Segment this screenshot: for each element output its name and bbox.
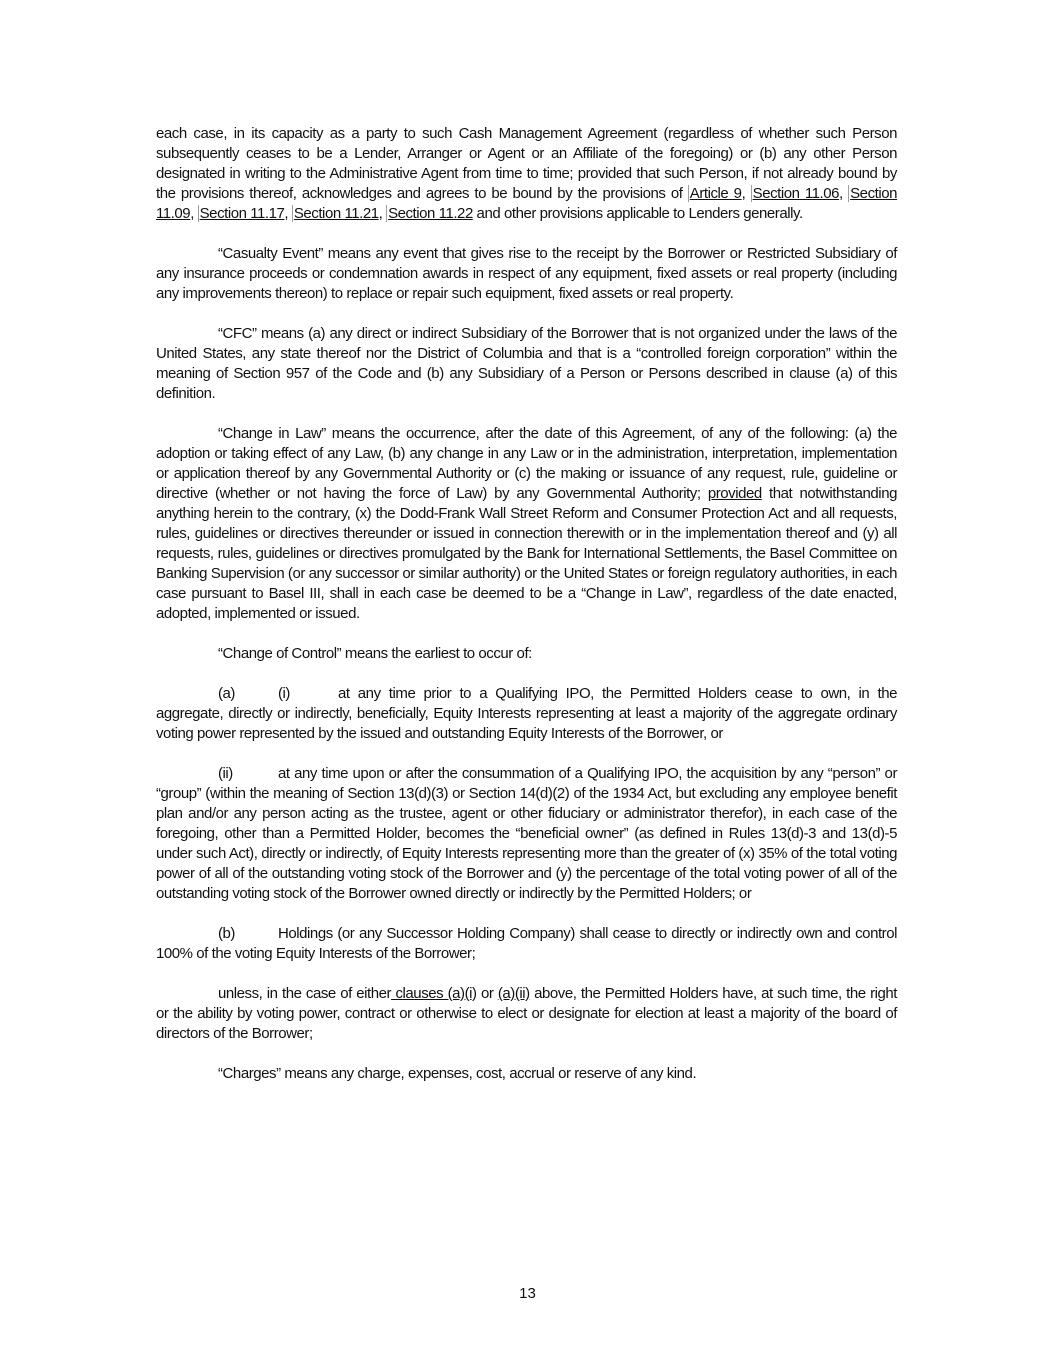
paragraph-cash-management-continuation: each case, in its capacity as a party to such Cash Management Agreement (regardless of whether such Person subsequently ceases to be a Lender, Arranger or Agent or an Affiliate of the foregoing) or (b) any other Person designated in writing to the Administrative Agent from time to time; provided that such Person, if not already bound by the provisions thereof, acknowledges and agrees to be bound by the provisions of Article 9, Section 11.06, Section 11.09, Section 11.17, Section 11.21, Section 11.22 and other provisions applicable to Lenders generally. — [156, 125, 898, 222]
clause-text-b: Holdings (or any Successor Holding Company) shall cease to directly or indirectly own and control 100% of the voting Equity Interests of the Borrower; — [156, 925, 897, 962]
clauses-a-i-link[interactable]: clauses (a)(i) — [391, 985, 477, 1002]
definition-cfc: “CFC” means (a) any direct or indirect Subsidiary of the Borrower that is not organized under the laws of the United States, any state thereof nor the District of Columbia and that is a “controlled foreign corporation” within the meaning of Section 957 of the Code and (b) any Subsidiary of a Person or Persons described in clause (a) of this definition. — [156, 325, 897, 402]
definition-charges: “Charges” means any charge, expenses, cost, accrual or reserve of any kind. — [218, 1065, 697, 1082]
provided-term: provided — [707, 485, 762, 502]
unless-proviso: unless, in the case of either clauses (a)(i) or (a)(ii) above, the Permitted Holders have, at such time, the right or the ability by voting power, contract or otherwise to elect or designate for election at least a majority of the board of directors of the Borrower; — [156, 985, 897, 1042]
section-11-06-link[interactable]: Section 11.06 — [752, 185, 840, 202]
clause-label-i: (i) — [278, 685, 290, 702]
clause-a-ii — [156, 764, 897, 904]
page-number: 13 — [519, 1285, 536, 1302]
clause-label-a: (a) — [218, 685, 235, 702]
section-11-21-link[interactable]: Section 11.21 — [293, 205, 379, 222]
clause-label-ii: (ii) — [218, 765, 233, 782]
defined-term-casualty-event: Casualty Event — [222, 245, 319, 262]
definition-casualty-event: “Casualty Event” means any event that gives rise to the receipt by the Borrower or Restricted Subsidiary of any insurance proceeds or condemnation awards in respect of any equipment, fixed assets or real property (including any improvements thereon) to replace or repair such equipment, fixed assets or real property. — [156, 245, 897, 302]
definition-change-of-control: “Change of Control” means the earliest to occur of: — [218, 645, 532, 662]
clause-label-b: (b) — [218, 925, 235, 942]
provided-term: provided — [577, 165, 632, 182]
defined-term-charges: Charges — [222, 1065, 277, 1082]
section-11-09-link[interactable]: Section 11.09 — [156, 185, 898, 222]
section-11-17-link[interactable]: Section 11.17 — [199, 205, 285, 222]
section-11-22-link[interactable]: Section 11.22 — [388, 205, 473, 222]
clause-b — [156, 924, 897, 964]
clause-text-a-ii: at any time upon or after the consummation of a Qualifying IPO, the acquisition by any “person” or “group” (within the meaning of Section 13(d)(3) or Section 14(d)(2) of the 1934 Act, but excluding any employee benefit plan and/or any person acting as the trustee, agent or other fiduciary or administrator therefor), in each case of the foregoing, other than a Permitted Holder, becomes the “beneficial owner” (as defined in Rules 13(d)-3 and 13(d)-5 under such Act), directly or indirectly, of Equity Interests representing more than the greater of (x) 35% of the total voting power of all of the outstanding voting stock of the Borrower and (y) the percentage of the total voting power of all of the outstanding voting stock of the Borrower owned directly or indirectly by the Permitted Holders; or — [156, 765, 897, 902]
clause-a-i — [156, 684, 897, 744]
clause-text-a-i: at any time prior to a Qualifying IPO, the Permitted Holders cease to own, in the aggregate, directly or indirectly, beneficially, Equity Interests representing at least a majority of the aggregate ordinary voting power represented by the issued and outstanding Equity Interests of the Borrower, or — [156, 685, 897, 742]
definition-change-in-law: “Change in Law” means the occurrence, after the date of this Agreement, of any of the following: (a) the adoption or taking effect of any Law, (b) any change in any Law or in the administration, interpretation, implementation or application thereof by any Governmental Authority or (c) the making or issuance of any request, rule, guideline or directive (whether or not having the force of Law) by any Governmental Authority; provided that notwithstanding anything herein to the contrary, (x) the Dodd-Frank Wall Street Reform and Consumer Protection Act and all requests, rules, guidelines or directives thereunder or issued in connection therewith or in the implementation thereof and (y) all requests, rules, guidelines or directives promulgated by the Bank for International Settlements, the Basel Committee on Banking Supervision (or any successor or similar authority) or the United States or foreign regulatory authorities, in each case pursuant to Basel III, shall in each case be deemed to be a “Change in Law”, regardless of the date enacted, adopted, implemented or issued. — [156, 425, 897, 622]
defined-term-change-in-law-ref: Change in Law — [585, 585, 684, 602]
defined-term-change-of-control: Change of Control — [222, 645, 337, 662]
document-page — [156, 124, 897, 1084]
defined-term-change-in-law: Change in Law — [222, 425, 322, 442]
article-9-link[interactable]: Article 9 — [689, 185, 742, 202]
clause-a-ii-link[interactable]: (a)(ii) — [497, 985, 530, 1002]
